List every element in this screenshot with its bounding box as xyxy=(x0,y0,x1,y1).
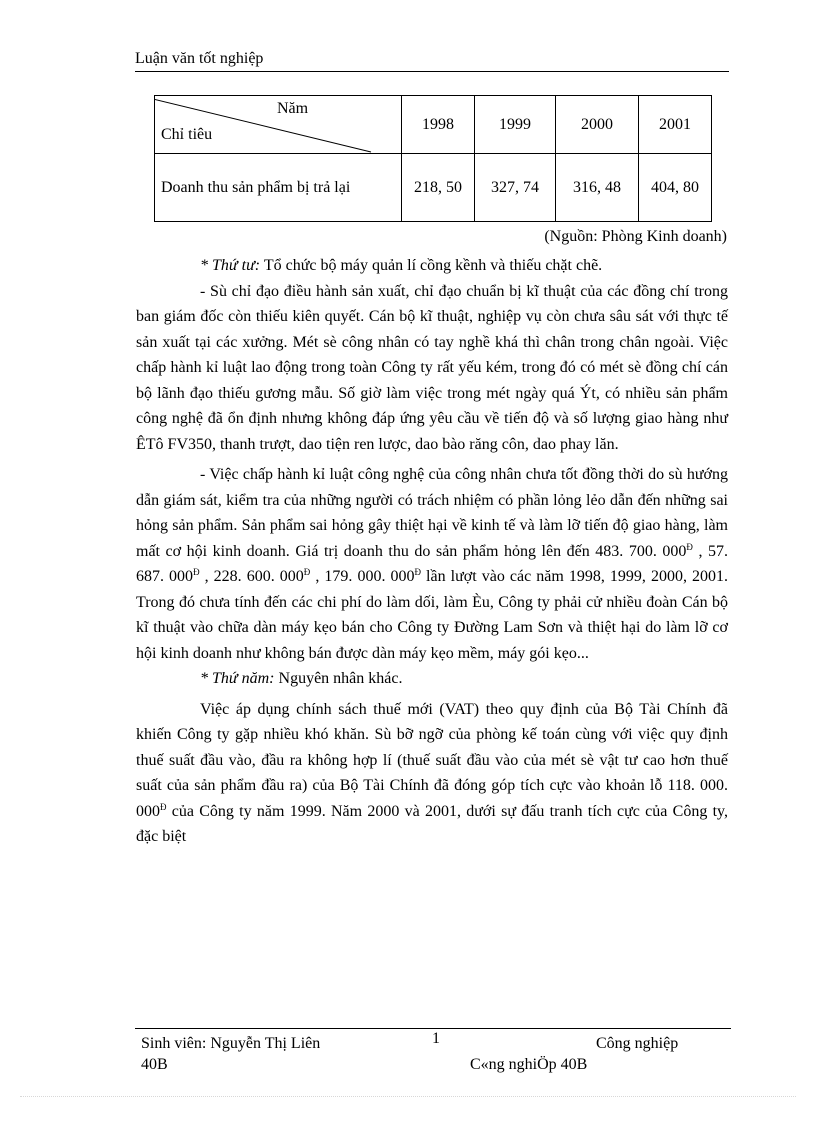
page-bottom-border xyxy=(20,1096,796,1097)
table-source-note: (Nguồn: Phòng Kinh doanh) xyxy=(544,228,727,245)
footer-faculty: Công nghiệp xyxy=(596,1035,679,1052)
paragraph: - Sù chỉ đạo điều hành sản xuất, chỉ đạo chuẩn bị kĩ thuật của các đồng chí trong ban giám đốc còn thiếu kiên quyết. Cán bộ kĩ thuật, nghiệp vụ còn chưa sâu sát với thực tế sản xuất tại các xưởng. Mét sè công nhân có tay nghề khá thì chân trong chân ngoài. Việc chấp hành kỉ luật lao động trong toàn Công ty rất yếu kém, trong đó có mét sè đồng chí cán bộ lãnh đạo thiếu gương mẫu. Số giờ làm việc trong mét ngày quá Ýt, có nhiều sản phẩm công nghệ đã ổn định nhưng không đáp ứng yêu cầu về tiến độ và số lượng giao hàng như ÊTô FV350, thanh trượt, dao tiện ren lược, dao bào răng côn, dao phay lăn. xyxy=(136,282,728,453)
year-header: 2000 xyxy=(556,96,639,154)
diagonal-header-cell xyxy=(155,96,402,154)
paragraph: - Việc chấp hành kỉ luật công nghệ của công nhân chưa tốt đồng thời do sù hướng dẫn giám sát, kiểm tra của những người có trách nhiệm có phần lỏng lẻo dẫn đến những sai hỏng sản phẩm. Sản phẩm sai hỏng gây thiệt hại về kinh tế và làm lỡ tiến độ giao hàng, làm mất cơ hội kinh doanh. Giá trị doanh thu do sản phẩm hỏng lên đến 483. 700. $000^Đ$ , 57. 687. $000^Đ$ , 228. 600. $000^Đ$ , 179. 000. $000^Đ$ lần lượt vào các năm 1998, 1999, 2000, 2001. Trong đó chưa tính đến các chi phí do làm dối, làm Èu, Công ty phải cử nhiều đoàn Cán bộ kĩ thuật vào chữa dàn máy kẹo bán cho Công ty Đường Lam Sơn và thiệt hại do làm lỡ cơ hội kinh doanh như không bán được dàn máy kẹo mềm, máy gói kẹo... xyxy=(136,466,729,662)
year-header: 2001 xyxy=(639,96,712,154)
table-row xyxy=(155,154,712,222)
diag-indicator-label: Chỉ tiêu xyxy=(161,126,213,143)
currency-mark: Đ xyxy=(686,541,693,552)
page-number: 1 xyxy=(432,1030,440,1047)
footer-student-name: Sinh viên: Nguyễn Thị Liên xyxy=(141,1035,321,1052)
table-cell: 316, 48 xyxy=(556,154,639,222)
footer-faculty-class: C«ng nghiÖp 40B xyxy=(470,1056,588,1073)
header-divider xyxy=(135,71,729,72)
year-header: 1999 xyxy=(475,96,556,154)
paragraph: * Thứ năm: Nguyên nhân khác. xyxy=(200,670,403,687)
paragraph-label: * Thứ năm: xyxy=(200,670,275,687)
table-cell: 327, 74 xyxy=(475,154,556,222)
table-cell: 404, 80 xyxy=(639,154,712,222)
paragraph: * Thứ tư: Tổ chức bộ máy quản lí cồng kềnh và thiếu chặt chẽ. xyxy=(200,257,603,274)
paragraph-label: * Thứ tư: xyxy=(200,257,261,274)
currency-mark: Đ xyxy=(193,567,200,577)
year-header: 1998 xyxy=(402,96,475,154)
page-header-title: Luận văn tốt nghiệp xyxy=(135,50,264,67)
diag-year-label: Năm xyxy=(277,100,309,117)
currency-mark: Đ xyxy=(160,801,167,812)
currency-mark: Đ xyxy=(303,567,311,577)
table-cell: 218, 50 xyxy=(402,154,475,222)
footer-divider xyxy=(135,1028,731,1029)
currency-mark: Đ xyxy=(414,567,421,577)
revenue-table xyxy=(154,95,712,222)
row-label: Doanh thu sản phẩm bị trả lại xyxy=(155,154,402,222)
table-header-row xyxy=(155,96,712,154)
paragraph: Việc áp dụng chính sách thuế mới (VAT) theo quy định của Bộ Tài Chính đã khiến Công ty gặp nhiều khó khăn. Sù bỡ ngỡ của phòng kế toán cùng với việc quy định thuế suất đầu vào, đầu ra không hợp lí (thuế suất đầu vào của mét sè vật tư cao hơn thuế suất của sản phẩm đầu ra) của Bộ Tài Chính đã đóng góp tích cực vào khoản lỗ 118. 000. $000^Đ$ của Công ty năm 1999. Năm 2000 và 2001, dưới sự đấu tranh tích cực của Công ty, đặc biệt xyxy=(136,700,728,845)
body-text xyxy=(136,253,728,850)
footer-class: 40B xyxy=(141,1056,168,1073)
